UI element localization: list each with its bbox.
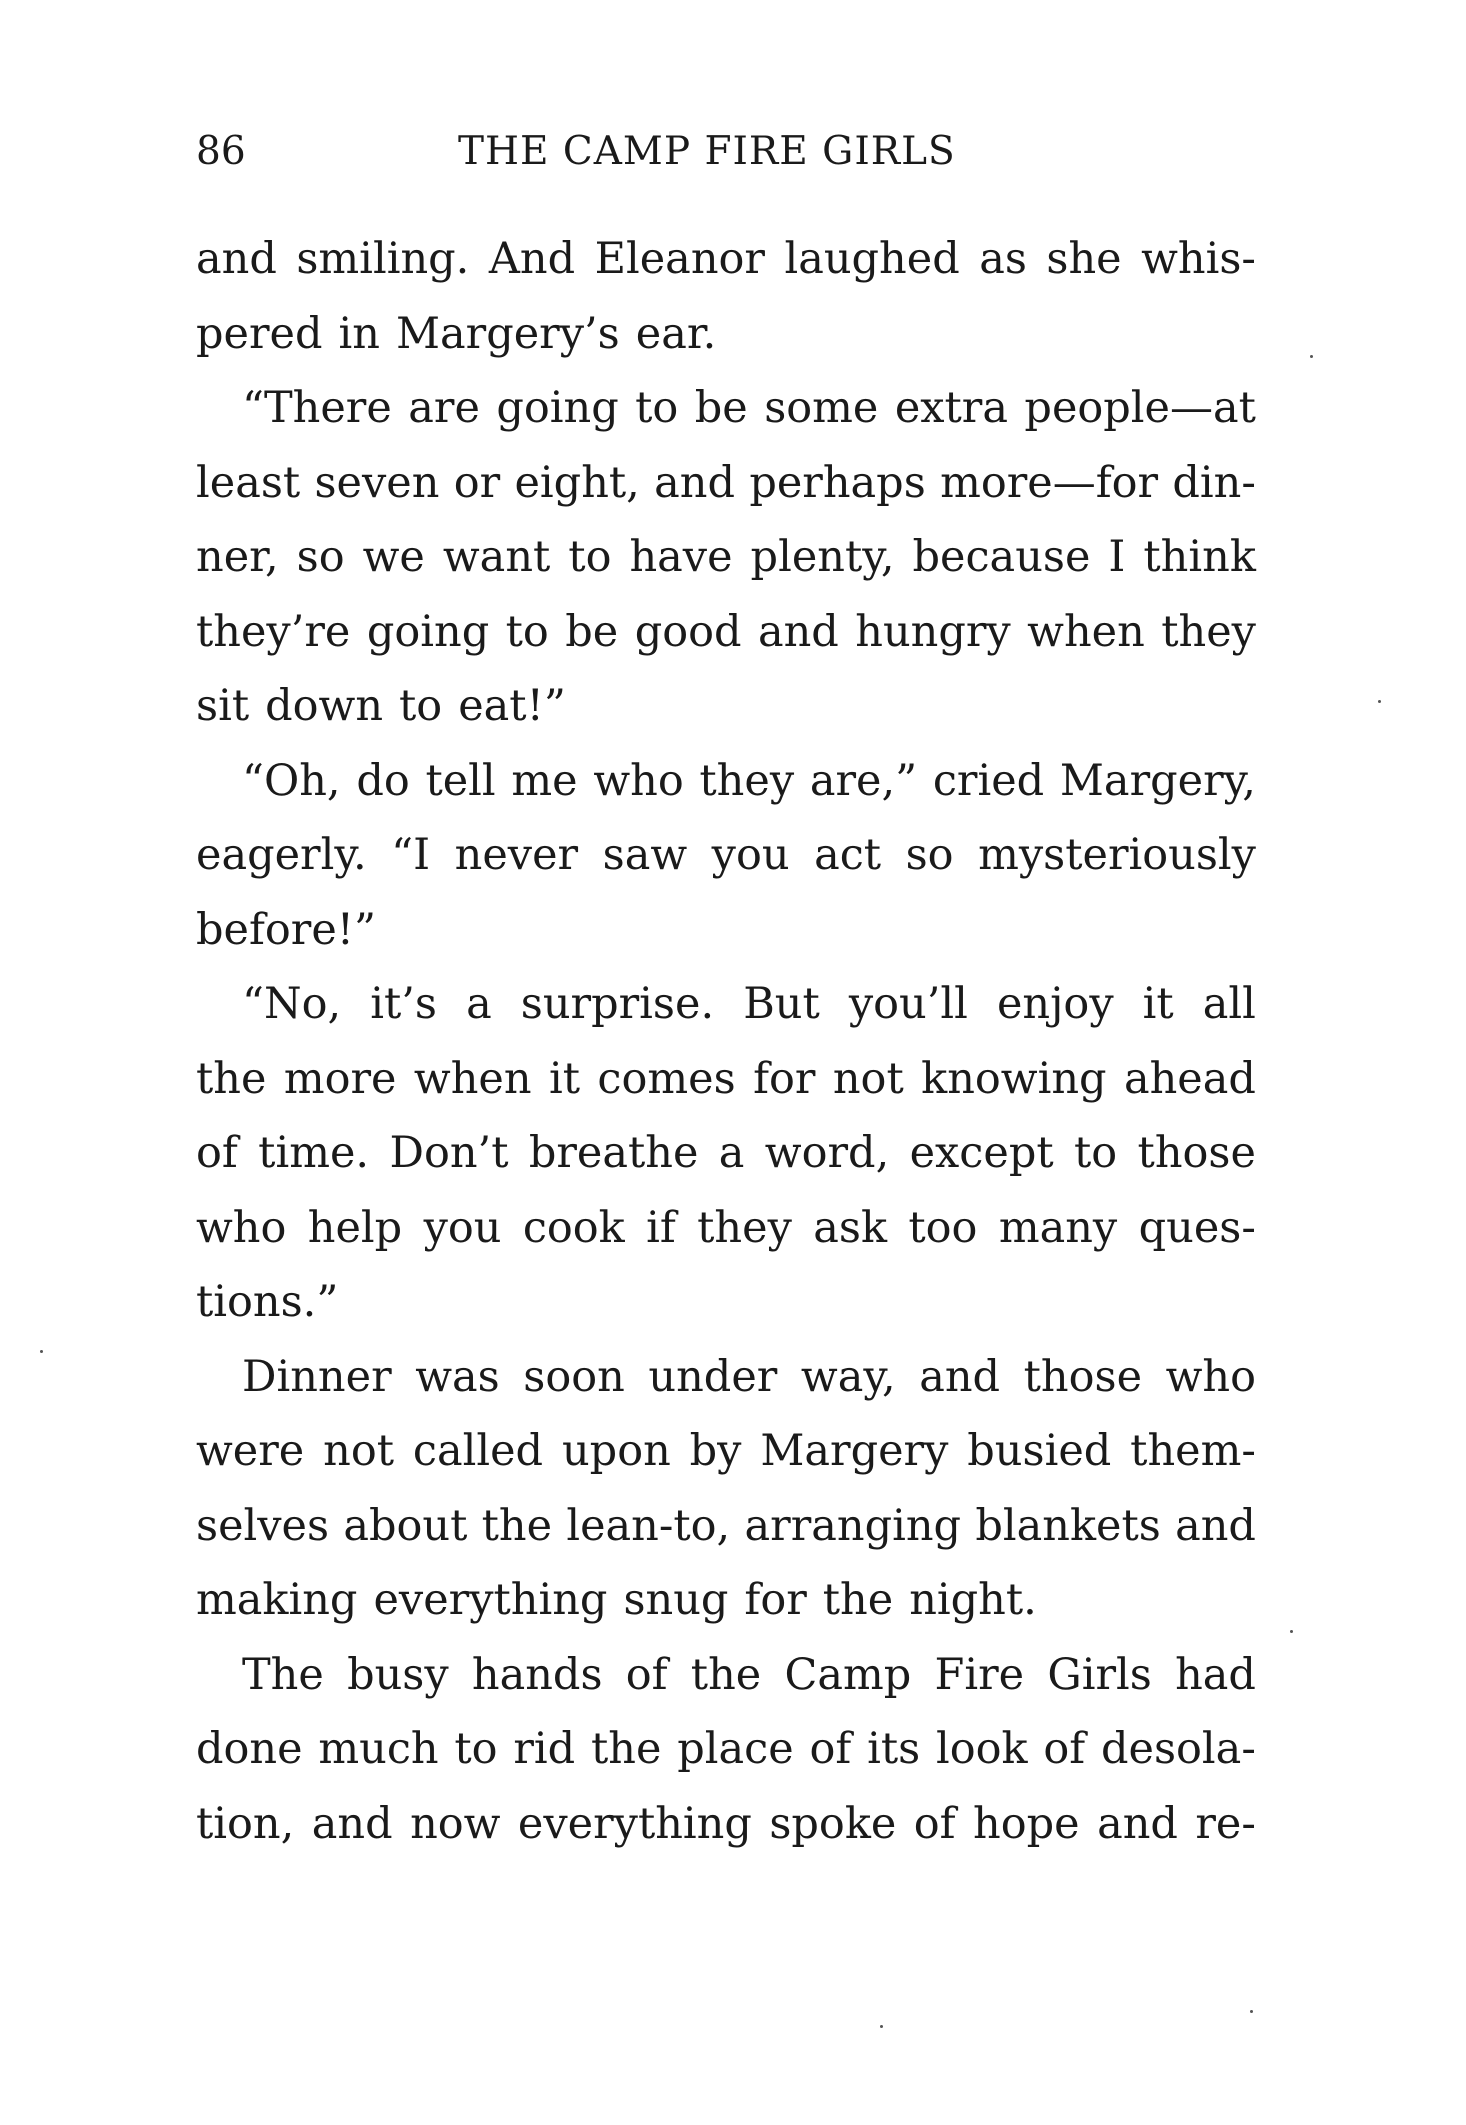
word: or: [453, 457, 501, 508]
word: of: [625, 1649, 668, 1700]
word: look: [936, 1724, 1028, 1774]
word: Margery’s: [395, 308, 620, 359]
word: all: [1202, 979, 1256, 1029]
word: the: [690, 1649, 762, 1700]
word: the: [481, 1500, 553, 1551]
word: because: [912, 532, 1091, 582]
word: to: [568, 532, 612, 582]
word: good: [634, 606, 742, 657]
word: you’ll: [848, 979, 968, 1029]
word: selves: [196, 1500, 330, 1551]
word: I: [1108, 532, 1126, 582]
word: its: [867, 1724, 921, 1774]
word: it: [548, 1053, 581, 1104]
word: never: [454, 830, 579, 880]
word: before!”: [196, 904, 377, 955]
word: so: [905, 830, 954, 880]
word: and: [196, 234, 277, 284]
word: desola-: [1101, 1724, 1256, 1774]
word: tion,: [196, 1798, 295, 1849]
word: Camp: [784, 1649, 912, 1700]
word: of: [809, 1724, 852, 1774]
page-number: 86: [196, 129, 246, 174]
word: to: [454, 1724, 498, 1774]
word: and: [311, 1798, 393, 1849]
text-line: [196, 1414, 1256, 1489]
word: ner,: [196, 532, 279, 582]
word: Margery: [760, 1426, 949, 1476]
word: “No,: [242, 979, 342, 1029]
word: many: [998, 1202, 1118, 1253]
word: extra: [894, 383, 1008, 433]
word: mysteriously: [978, 830, 1256, 880]
word: if: [646, 1202, 676, 1253]
word: rid: [513, 1724, 576, 1774]
word: about: [343, 1500, 468, 1551]
word: whis-: [1141, 234, 1256, 284]
text-line: [196, 446, 1256, 521]
word: want: [442, 532, 551, 582]
word: saw: [602, 830, 688, 880]
word: busied: [967, 1426, 1112, 1476]
text-line: [196, 1340, 1256, 1415]
word: hope: [973, 1798, 1080, 1849]
text-line: [196, 1712, 1256, 1787]
word: cook: [522, 1202, 625, 1253]
word: ques-: [1138, 1202, 1256, 1253]
word: going: [366, 606, 490, 657]
word: down: [265, 681, 384, 731]
word: to: [1074, 1128, 1118, 1178]
word: time.: [258, 1128, 370, 1178]
text-line: [196, 297, 1256, 372]
word: those: [1137, 1128, 1256, 1178]
word: lean-to,: [566, 1500, 731, 1551]
word: of: [1043, 1724, 1086, 1774]
scan-speck: [880, 2025, 883, 2028]
word: who: [196, 1202, 287, 1253]
word: to: [635, 383, 679, 433]
word: for: [744, 1575, 807, 1625]
text-line: [196, 1563, 1256, 1638]
word: eat!”: [458, 681, 566, 731]
word: and: [757, 606, 839, 657]
word: me: [511, 755, 578, 806]
body-text: [196, 222, 1256, 1861]
word: And: [488, 234, 576, 284]
word: everything: [373, 1575, 608, 1625]
word: the: [196, 1053, 267, 1104]
word: done: [196, 1724, 303, 1774]
word: we: [362, 532, 425, 582]
scan-speck: [1290, 1630, 1293, 1633]
word: have: [629, 532, 733, 582]
word: not: [323, 1426, 395, 1476]
word: a: [718, 1128, 745, 1178]
word: had: [1175, 1649, 1256, 1700]
text-line: [196, 1116, 1256, 1191]
word: of: [196, 1128, 238, 1178]
word: a: [466, 979, 492, 1029]
word: eight,: [514, 457, 640, 508]
word: Eleanor: [594, 234, 765, 284]
word: making: [196, 1575, 358, 1625]
word: way,: [800, 1351, 896, 1402]
word: some: [764, 383, 879, 433]
word: who: [1165, 1351, 1256, 1402]
word: tions.”: [196, 1277, 339, 1327]
word: were: [196, 1426, 305, 1476]
word: breathe: [528, 1128, 699, 1178]
word: snug: [623, 1575, 729, 1625]
word: you: [711, 830, 790, 880]
word: perhaps: [749, 457, 926, 508]
word: eagerly.: [196, 830, 367, 880]
word: plenty,: [750, 532, 895, 582]
running-head: THE CAMP FIRE GIRLS: [458, 129, 956, 174]
word: laughed: [784, 234, 960, 284]
scan-speck: [1378, 700, 1381, 703]
word: tell: [425, 755, 496, 806]
text-line: [196, 967, 1256, 1042]
word: soon: [523, 1351, 625, 1402]
scan-speck: [1310, 355, 1313, 358]
word: knowing: [921, 1053, 1107, 1104]
text-line: [196, 222, 1256, 297]
word: and: [1175, 1500, 1256, 1551]
word: Margery,: [1059, 755, 1256, 806]
word: when: [1027, 606, 1145, 657]
word: they: [1161, 606, 1256, 657]
word: are,”: [809, 755, 918, 806]
word: as: [979, 234, 1027, 284]
text-line: [196, 744, 1256, 819]
word: to: [505, 606, 549, 657]
word: hungry: [855, 606, 1011, 657]
word: re-: [1195, 1798, 1256, 1849]
word: more: [283, 1053, 397, 1104]
text-line: [196, 520, 1256, 595]
word: least: [196, 457, 301, 508]
word: pered: [196, 308, 323, 359]
word: now: [410, 1798, 501, 1849]
word: enjoy: [996, 979, 1114, 1029]
text-line: [196, 818, 1256, 893]
word: except: [909, 1128, 1054, 1178]
word: by: [689, 1426, 742, 1476]
word: not: [832, 1053, 904, 1104]
word: place: [677, 1724, 794, 1774]
word: in: [338, 308, 380, 359]
word: ask: [813, 1202, 888, 1253]
scan-speck: [40, 1350, 43, 1353]
word: be: [694, 383, 748, 433]
text-line: [196, 1265, 1256, 1340]
word: they: [699, 755, 795, 806]
text-line: [196, 1042, 1256, 1117]
text-line: [196, 669, 1256, 744]
word: act: [814, 830, 882, 880]
word: hands: [471, 1649, 603, 1700]
word: they’re: [196, 606, 351, 657]
word: she: [1046, 234, 1122, 284]
word: do: [356, 755, 410, 806]
word: Girls: [1047, 1649, 1152, 1700]
word: Fire: [934, 1649, 1025, 1700]
text-line: [196, 371, 1256, 446]
word: the: [591, 1724, 662, 1774]
word: blankets: [975, 1500, 1161, 1551]
word: too: [908, 1202, 978, 1253]
word: help: [307, 1202, 403, 1253]
word: spoke: [769, 1798, 897, 1849]
word: everything: [517, 1798, 752, 1849]
word: and: [1097, 1798, 1178, 1849]
word: are: [408, 383, 480, 433]
word: more—for: [940, 457, 1159, 508]
word: was: [415, 1351, 500, 1402]
word: when: [413, 1053, 532, 1104]
word: upon: [561, 1426, 671, 1476]
word: smiling.: [296, 234, 470, 284]
word: they: [697, 1202, 792, 1253]
word: din-: [1172, 457, 1256, 508]
word: ahead: [1123, 1053, 1256, 1104]
text-line: [196, 1787, 1256, 1862]
word: much: [318, 1724, 439, 1774]
word: of: [913, 1798, 956, 1849]
word: it’s: [370, 979, 438, 1029]
word: Don’t: [389, 1128, 509, 1178]
word: it: [1142, 979, 1174, 1029]
word: ear.: [635, 308, 717, 359]
word: busy: [347, 1649, 449, 1700]
word: them-: [1130, 1426, 1256, 1476]
word: night.: [909, 1575, 1037, 1625]
word: called: [412, 1426, 544, 1476]
word: seven: [314, 457, 440, 508]
text-line: [196, 1489, 1256, 1564]
word: for: [753, 1053, 816, 1104]
word: surprise.: [520, 979, 715, 1029]
word: sit: [196, 681, 250, 731]
text-line: [196, 1638, 1256, 1713]
word: The: [242, 1649, 324, 1700]
word: be: [565, 606, 619, 657]
word: comes: [597, 1053, 736, 1104]
word: “I: [391, 830, 431, 880]
word: those: [1023, 1351, 1143, 1402]
word: who: [593, 755, 684, 806]
word: going: [496, 383, 619, 433]
text-line: [196, 1191, 1256, 1266]
word: under: [648, 1351, 778, 1402]
word: and: [654, 457, 736, 508]
word: and: [919, 1351, 1001, 1402]
word: to: [399, 681, 443, 731]
word: Dinner: [242, 1351, 392, 1402]
word: “There: [242, 383, 392, 433]
word: people—at: [1024, 383, 1256, 433]
word: arranging: [744, 1500, 962, 1551]
word: think: [1143, 532, 1256, 582]
word: But: [743, 979, 820, 1029]
word: cried: [932, 755, 1045, 806]
text-line: [196, 595, 1256, 670]
word: so: [296, 532, 345, 582]
word: “Oh,: [242, 755, 341, 806]
word: you: [423, 1202, 502, 1253]
scan-speck: [1250, 2010, 1253, 2013]
word: the: [822, 1575, 894, 1625]
text-line: [196, 893, 1256, 968]
page-header: [196, 122, 1256, 182]
word: word,: [764, 1128, 890, 1178]
